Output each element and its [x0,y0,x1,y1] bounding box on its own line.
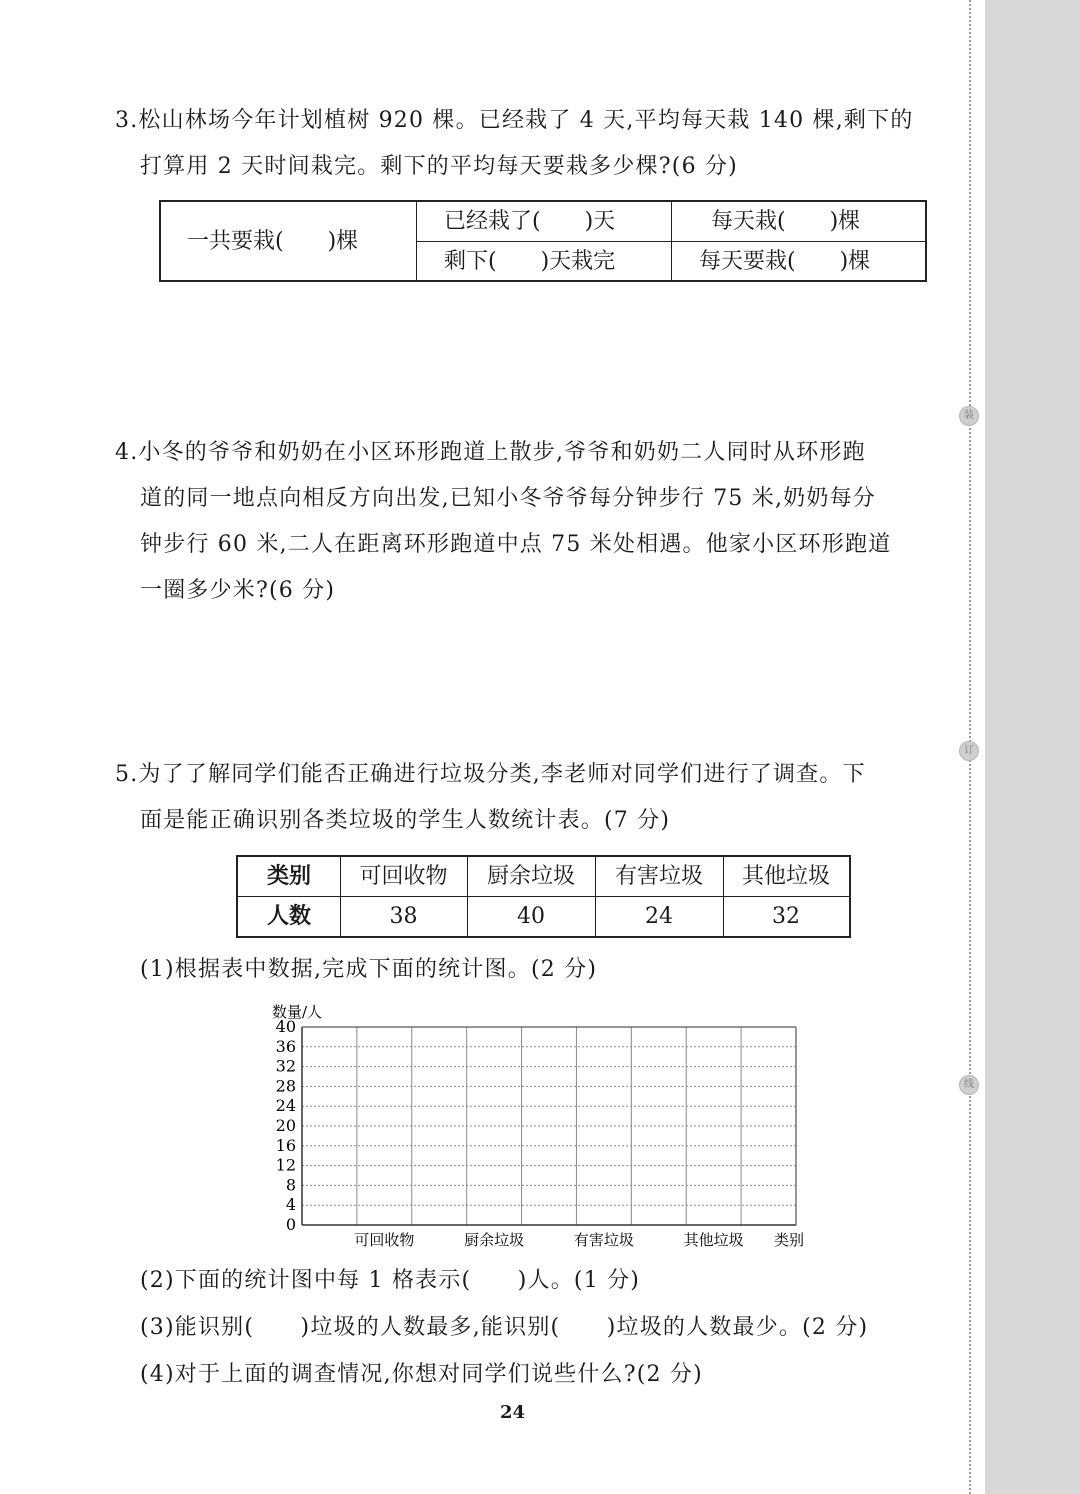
q4-text-line3: 钟步行 60 米,二人在距离环形跑道中点 75 米处相遇。他家小区环形跑道 [140,532,892,557]
table-col-2: 厨余垃圾 [486,864,575,889]
bar-chart [260,995,830,1255]
q5-sub4: (4)对于上面的调查情况,你想对同学们说些什么?(2 分) [140,1362,703,1387]
cell-remaining-days: 剩下( )天栽完 [444,249,616,274]
chart-y-tick: 40 [275,1017,296,1036]
cell-total: 一共要栽( )棵 [187,229,359,254]
chart-y-tick: 32 [275,1056,296,1076]
chart-x-label: 类别 [774,1231,805,1249]
binding-mark-2: 订 [959,741,979,761]
table-value-3: 24 [645,904,673,929]
chart-y-tick: 8 [285,1175,296,1195]
page-number: 24 [499,1402,526,1423]
q5-sub1: (1)根据表中数据,完成下面的统计图。(2 分) [140,957,598,982]
q4-text-line4: 一圈多少米?(6 分) [140,578,336,603]
q5-sub3: (3)能识别( )垃圾的人数最多,能识别( )垃圾的人数最少。(2 分) [140,1315,869,1340]
table-col-1: 可回收物 [359,864,448,889]
binding-margin [985,0,1080,1494]
chart-y-tick: 12 [275,1155,296,1175]
chart-y-tick: 36 [275,1036,296,1056]
planting-table [159,200,927,282]
chart-y-tick: 4 [285,1195,296,1215]
q5-text-line1: 5.为了了解同学们能否正确进行垃圾分类,李老师对同学们进行了调查。下 [115,762,866,787]
chart-x-category: 有害垃圾 [573,1231,634,1249]
table-col-4: 其他垃圾 [741,864,830,889]
q4-text-line2: 道的同一地点向相反方向出发,已知小冬爷爷每分钟步行 75 米,奶奶每分 [140,486,876,511]
garbage-data-table [236,855,851,938]
cell-planted-days: 已经栽了( )天 [444,209,616,234]
chart-y-tick: 0 [285,1215,296,1234]
chart-x-category: 厨余垃圾 [464,1231,525,1249]
table-header-label: 类别 [266,864,311,889]
q3-text-line2: 打算用 2 天时间栽完。剩下的平均每天要栽多少棵?(6 分) [140,154,738,179]
chart-y-tick: 20 [275,1116,296,1135]
chart-y-tick: 28 [275,1076,296,1096]
chart-x-category: 可回收物 [354,1231,415,1249]
table-value-4: 32 [772,904,800,929]
cell-per-day: 每天栽( )棵 [711,209,861,234]
chart-y-label: 数量/人 [272,1003,323,1021]
table-col-3: 有害垃圾 [614,864,703,889]
q4-text-line1: 4.小冬的爷爷和奶奶在小区环形跑道上散步,爷爷和奶奶二人同时从环形跑 [115,440,866,465]
table-row-label: 人数 [266,904,311,929]
chart-x-category: 其他垃圾 [683,1231,744,1249]
q5-sub2: (2)下面的统计图中每 1 格表示( )人。(1 分) [140,1268,641,1293]
q3-text-line1: 3.松山林场今年计划植树 920 棵。已经栽了 4 天,平均每天栽 140 棵,剩下的 [115,108,914,133]
chart-y-tick: 24 [275,1096,296,1116]
table-value-1: 38 [389,904,418,929]
cell-need-per-day: 每天要栽( )棵 [699,249,871,274]
binding-mark-1: 装 [959,406,979,426]
binding-mark-3: 线 [959,1075,979,1095]
q5-text-line2: 面是能正确识别各类垃圾的学生人数统计表。(7 分) [140,808,671,833]
chart-y-tick: 16 [275,1135,296,1155]
table-value-2: 40 [517,904,545,929]
